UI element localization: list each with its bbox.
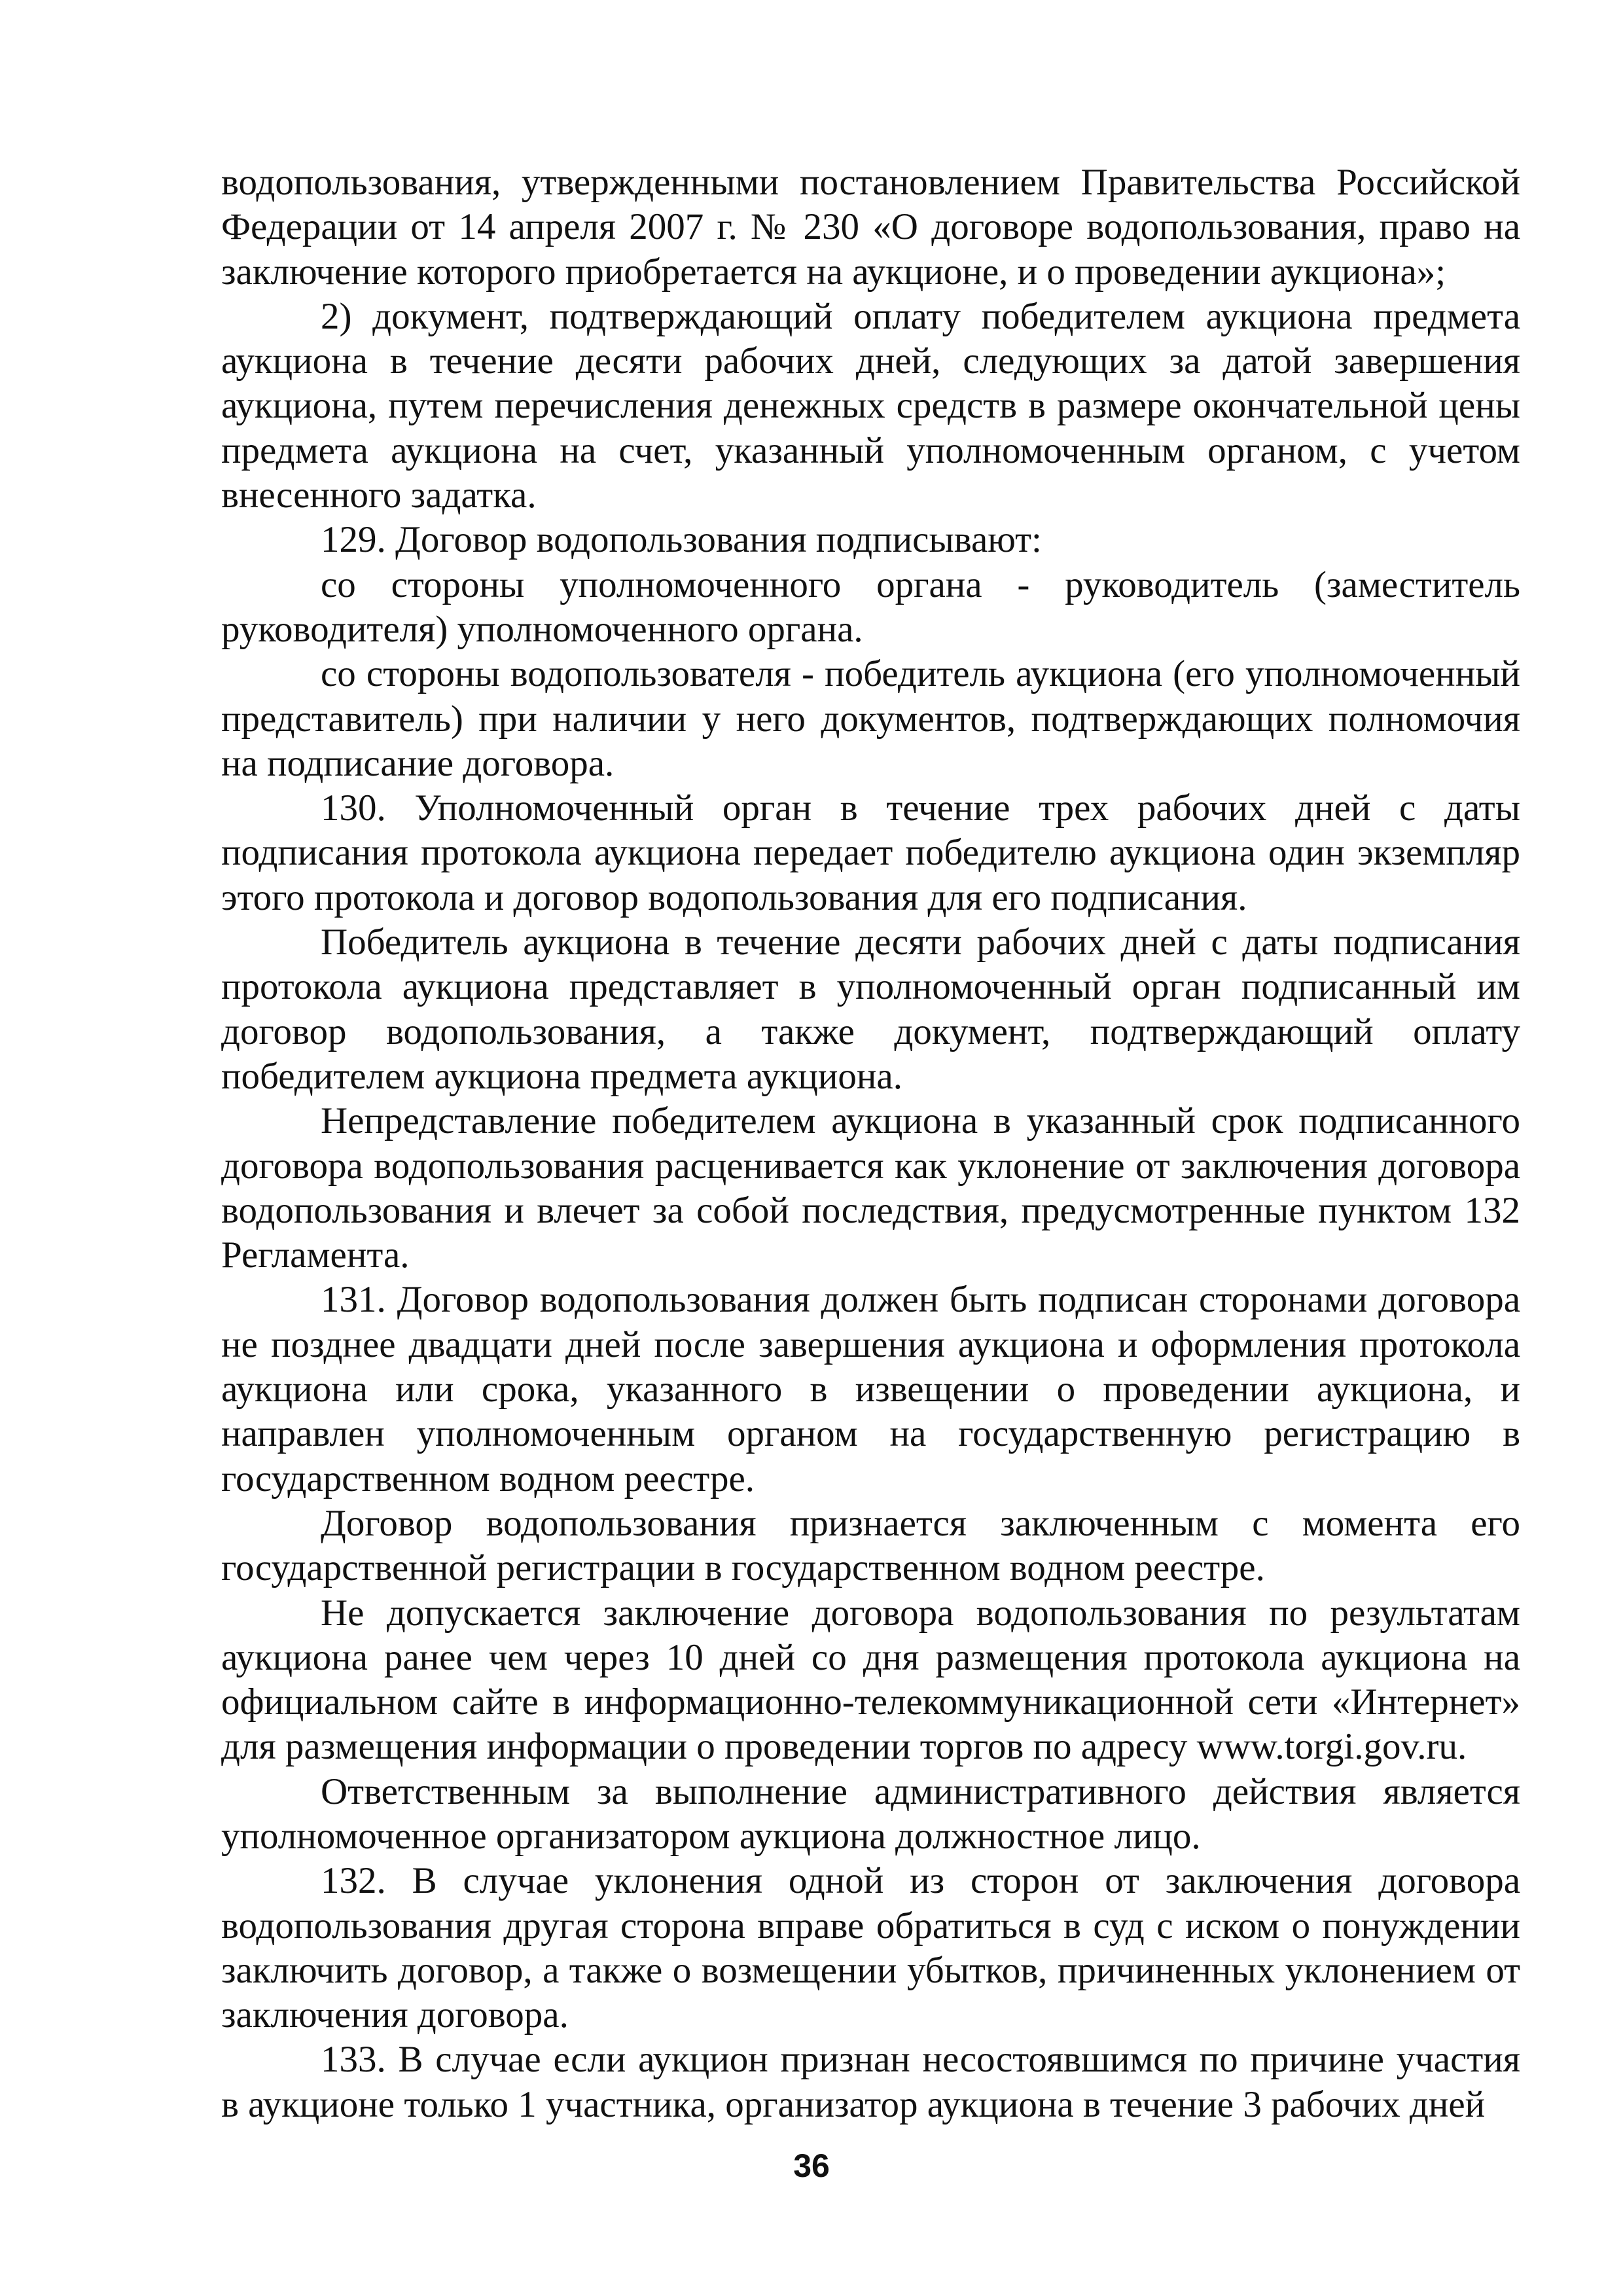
- paragraph-131-responsible: Ответственным за выполнение административного действия является уполномоченное организатором аукциона должностное лицо.: [221, 1770, 1520, 1857]
- paragraph-131-restriction: Не допускается заключение договора водопользования по результатам аукциона ранее чем через 10 дней со дня размещения протокола аукциона на официальном сайте в информационно-телекоммуникационной сети «Интернет» для размещения информации о проведении торгов по адресу www.torgi.gov.ru.: [221, 1592, 1520, 1768]
- paragraph-129-water-user: со стороны водопользователя - победитель аукциона (его уполномоченный представитель) при наличии у него документов, подтверждающих полномочия на подписание договора.: [221, 653, 1520, 784]
- paragraph-132: 132. В случае уклонения одной из сторон от заключения договора водопользования другая сторона вправе обратиться в суд с иском о понуждении заключить договор, а также о возмещении убытков, причиненных уклонением от заключения договора.: [221, 1860, 1520, 2036]
- paragraph-130-non-submission: Непредставление победителем аукциона в указанный срок подписанного договора водопользования расценивается как уклонение от заключения договора водопользования и влечет за собой последствия, предусмотренные пунктом 132 Регламента.: [221, 1100, 1520, 1276]
- page-number: 36: [793, 2147, 830, 2184]
- paragraph-133: 133. В случае если аукцион признан несостоявшимся по причине участия в аукционе только 1 участника, организатор аукциона в течение 3 рабочих дней: [221, 2039, 1520, 2125]
- document-page: [221, 160, 1520, 2124]
- paragraph-130: 130. Уполномоченный орган в течение трех рабочих дней с даты подписания протокола аукциона передает победителю аукциона один экземпляр этого протокола и договор водопользования для его подписания.: [221, 787, 1520, 918]
- paragraph-131-concluded: Договор водопользования признается заключенным с момента его государственной регистрации в государственном водном реестре.: [221, 1502, 1520, 1589]
- paragraph-131: 131. Договор водопользования должен быть подписан сторонами договора не позднее двадцати дней после завершения аукциона и оформления протокола аукциона или срока, указанного в извещении о проведении аукциона, и направлен уполномоченным органом на государственную регистрацию в государственном водном реестре.: [221, 1279, 1520, 1499]
- paragraph-item-2: 2) документ, подтверждающий оплату победителем аукциона предмета аукциона в течение десяти рабочих дней, следующих за датой завершения аукциона, путем перечисления денежных средств в размере окончательной цены предмета аукциона на счет, указанный уполномоченным органом, с учетом внесенного задатка.: [221, 295, 1520, 516]
- paragraph-129: 129. Договор водопользования подписывают:: [321, 519, 1042, 561]
- paragraph-130-winner: Победитель аукциона в течение десяти рабочих дней с даты подписания протокола аукциона представляет в уполномоченный орган подписанный им договор водопользования, а также документ, подтверждающий оплату победителем аукциона предмета аукциона.: [221, 922, 1520, 1097]
- paragraph-129-authority: со стороны уполномоченного органа - руководитель (заместитель руководителя) уполномоченного органа.: [221, 564, 1520, 650]
- paragraph-continuation: водопользования, утвержденными постановлением Правительства Российской Федерации от 14 апреля 2007 г. № 230 «О договоре водопользования, право на заключение которого приобретается на аукционе, и о проведении аукциона»;: [221, 162, 1520, 293]
